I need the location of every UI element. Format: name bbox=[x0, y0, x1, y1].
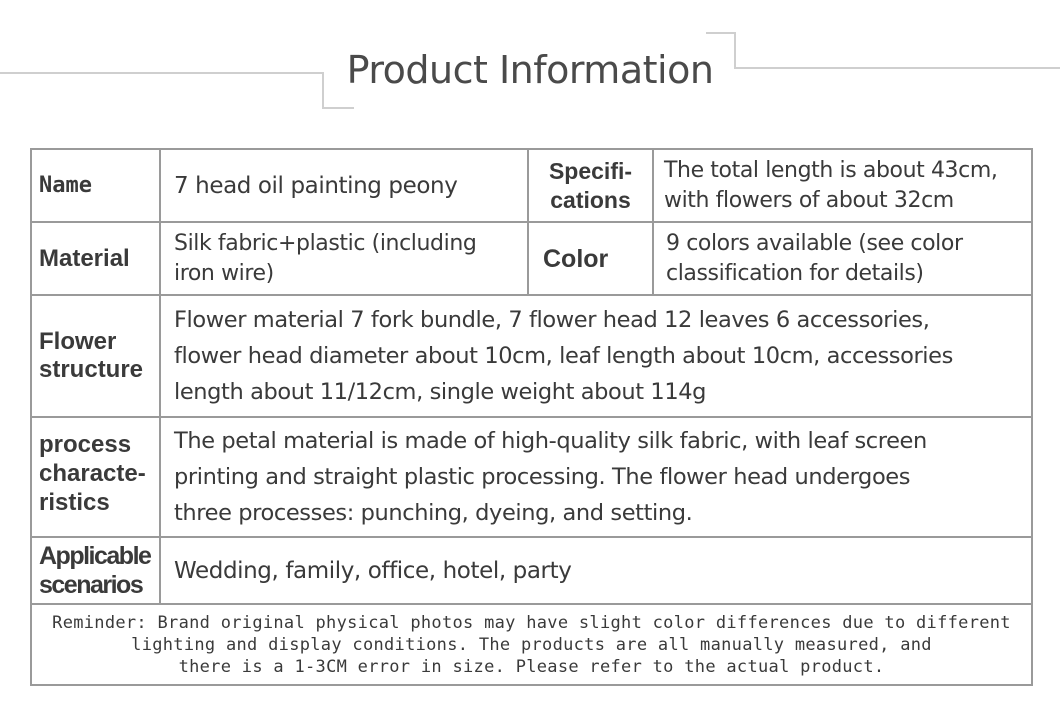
process-characteristics-label: process characte- ristics bbox=[31, 417, 160, 537]
name-value: 7 head oil painting peony bbox=[160, 149, 528, 222]
page-title: Product Information bbox=[346, 48, 714, 92]
specifications-value: The total length is about 43cm, with flowers of about 32cm bbox=[653, 149, 1032, 222]
material-value: Silk fabric+plastic (including iron wire) bbox=[160, 222, 528, 295]
table-row-process bbox=[31, 417, 1032, 537]
table-row-reminder bbox=[31, 604, 1032, 685]
flower-structure-label: Flower structure bbox=[31, 295, 160, 417]
name-label: Name bbox=[31, 149, 160, 222]
material-label: Material bbox=[31, 222, 160, 295]
table-row-scenarios bbox=[31, 537, 1032, 604]
applicable-scenarios-label: Applicable scenarios bbox=[31, 537, 160, 604]
decor-line-left-foot bbox=[322, 107, 354, 109]
color-label: Color bbox=[528, 222, 653, 295]
reminder-text: Reminder: Brand original physical photos may have slight color differences due to different lighting and display conditions. The products are all manually measured, and there is a 1-3CM error in size. Please refer to the actual product. bbox=[31, 604, 1032, 685]
process-characteristics-value: The petal material is made of high-quality silk fabric, with leaf screen printing and straight plastic processing. The flower head undergoes three processes: punching, dyeing, and setting. bbox=[160, 417, 1032, 537]
applicable-scenarios-value: Wedding, family, office, hotel, party bbox=[160, 537, 1032, 604]
product-info-table bbox=[30, 148, 1033, 686]
flower-structure-value: Flower material 7 fork bundle, 7 flower head 12 leaves 6 accessories, flower head diameter about 10cm, leaf length about 10cm, accessories length about 11/12cm, single weight about 114g bbox=[160, 295, 1032, 417]
table-row-name bbox=[31, 149, 1032, 222]
decor-line-right-head bbox=[706, 32, 736, 34]
color-value: 9 colors available (see color classification for details) bbox=[653, 222, 1032, 295]
table-row-material bbox=[31, 222, 1032, 295]
table-row-flower-structure bbox=[31, 295, 1032, 417]
specifications-label: Specifi- cations bbox=[528, 149, 653, 222]
